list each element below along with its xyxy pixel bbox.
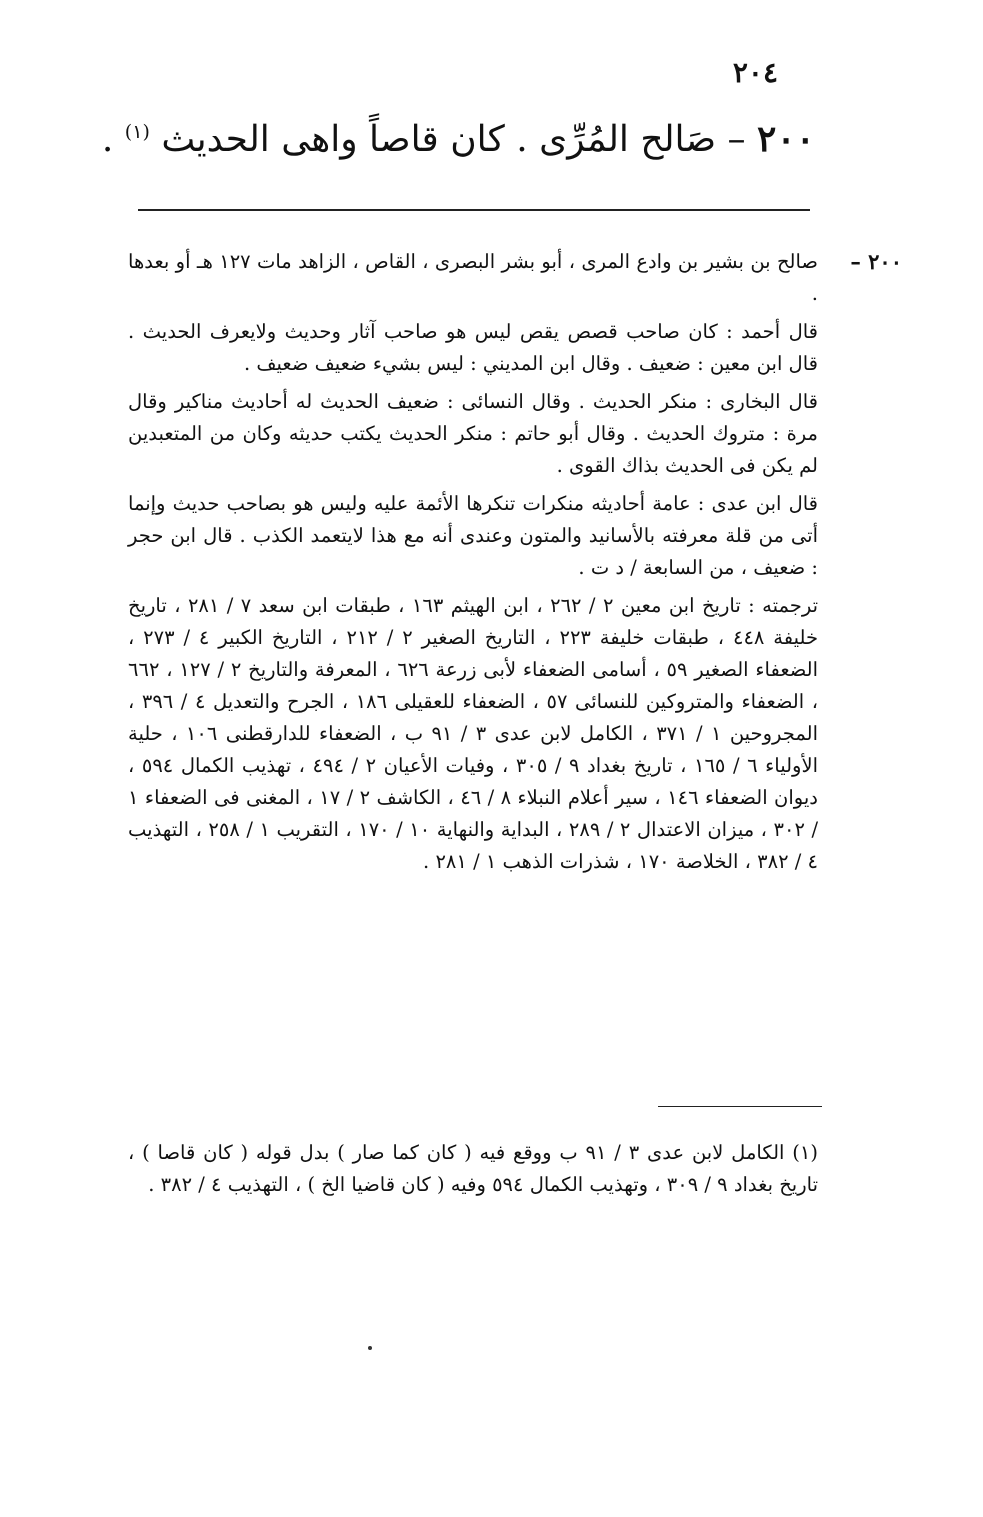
entry-paragraph (128, 246, 902, 310)
entry-paragraph: ترجمته : تاريخ ابن معين ٢ / ٢٦٢ ، ابن الهيثم ١٦٣ ، طبقات ابن سعد ٧ / ٢٨١ ، تاريخ خليفة ٤٤٨ ، طبقات خليفة ٢٢٣ ، التاريخ الصغير ٢ / ٢١٢ ، التاريخ الكبير ٤ / ٢٧٣ ، الضعفاء الصغير ٥٩ ، أسامى الضعفاء لأبى زرعة ٦٢٦ ، المعرفة والتاريخ ٢ / ١٢٧ ، ٦٦٢ ، الضعفاء والمتروكين للنسائى ٥٧ ، الضعفاء للعقيلى ١٨٦ ، الجرح والتعديل ٤ / ٣٩٦ ، المجروحين ١ / ٣٧١ ، الكامل لابن عدى ٣ / ٩١ ب ، الضعفاء للدارقطنى ١٠٦ ، حلية الأولياء ٦ / ١٦٥ ، تاريخ بغداد ٩ / ٣٠٥ ، وفيات الأعيان ٢ / ٤٩٤ ، تهذيب الكمال ٥٩٤ ، ديوان الضعفاء ١٤٦ ، سير أعلام النبلاء ٨ / ٤٦ ، الكاشف ٢ / ١٧ ، المغنى فى الضعفاء ١ / ٣٠٢ ، ميزان الاعتدال ٢ / ٢٨٩ ، البداية والنهاية ١٠ / ١٧٠ ، التقريب ١ / ٢٥٨ ، التهذيب ٤ / ٣٨٢ ، الخلاصة ١٧٠ ، شذرات الذهب ١ / ٢٨١ . (128, 594, 819, 873)
footnote-reference: (١) (124, 121, 150, 143)
heading-text: – صَالح المُرِّى . كان قاصاً واهى الحديث (161, 119, 757, 160)
heading-end: . (101, 119, 125, 160)
entry-paragraph: قال البخارى : منكر الحديث . وقال النسائى : ضعيف الحديث له أحاديث مناكير وقال مرة : متروك الحديث . وقال أبو حاتم : منكر الحديث يكتب حديثه وكان من المتعبدين لم يكن فى الحديث بذاك القوى . (128, 390, 818, 477)
footnote-text: (١) الكامل لابن عدى ٣ / ٩١ ب ووقع فيه ( كان كما صار ) بدل قوله ( كان قاصا ) ، تاريخ بغداد ٩ / ٣٠٩ ، وتهذيب الكمال ٥٩٤ وفيه ( كان قاضيا الخ ) ، التهذيب ٤ / ٣٨٢ . (128, 1141, 818, 1196)
section-divider (138, 209, 810, 211)
entry-paragraph: قال ابن عدى : عامة أحاديثه منكرات تنكرها الأئمة عليه وليس هو بصاحب حديث وإنما أتى من قلة معرفته بالأسانيد والمتون وعندى أنه مع هذا لايتعمد الكذب . قال ابن حجر : ضعيف ، من السابعة / د ت . (128, 492, 818, 579)
entry-body (128, 246, 902, 884)
entry-heading (101, 118, 815, 160)
entry-paragraph: قال أحمد : كان صاحب قصص يقص ليس هو صاحب آثار وحديث ولايعرف الحديث . قال ابن معين : ضعيف . وقال ابن المديني : ليس بشيء ضعيف ضعيف . (128, 320, 818, 375)
footnote (128, 1137, 818, 1201)
entry-paragraph-text: صالح بن بشير بن وادع المرى ، أبو بشر البصرى ، القاص ، الزاهد مات ١٢٧ هـ أو بعدها . (128, 250, 818, 305)
page-number: ٢٠٤ (732, 56, 778, 89)
entry-number: ٢٠٠ – (850, 249, 902, 274)
heading-number: ٢٠٠ (756, 118, 815, 160)
scan-speck (368, 1346, 372, 1350)
footnote-divider (658, 1106, 822, 1107)
